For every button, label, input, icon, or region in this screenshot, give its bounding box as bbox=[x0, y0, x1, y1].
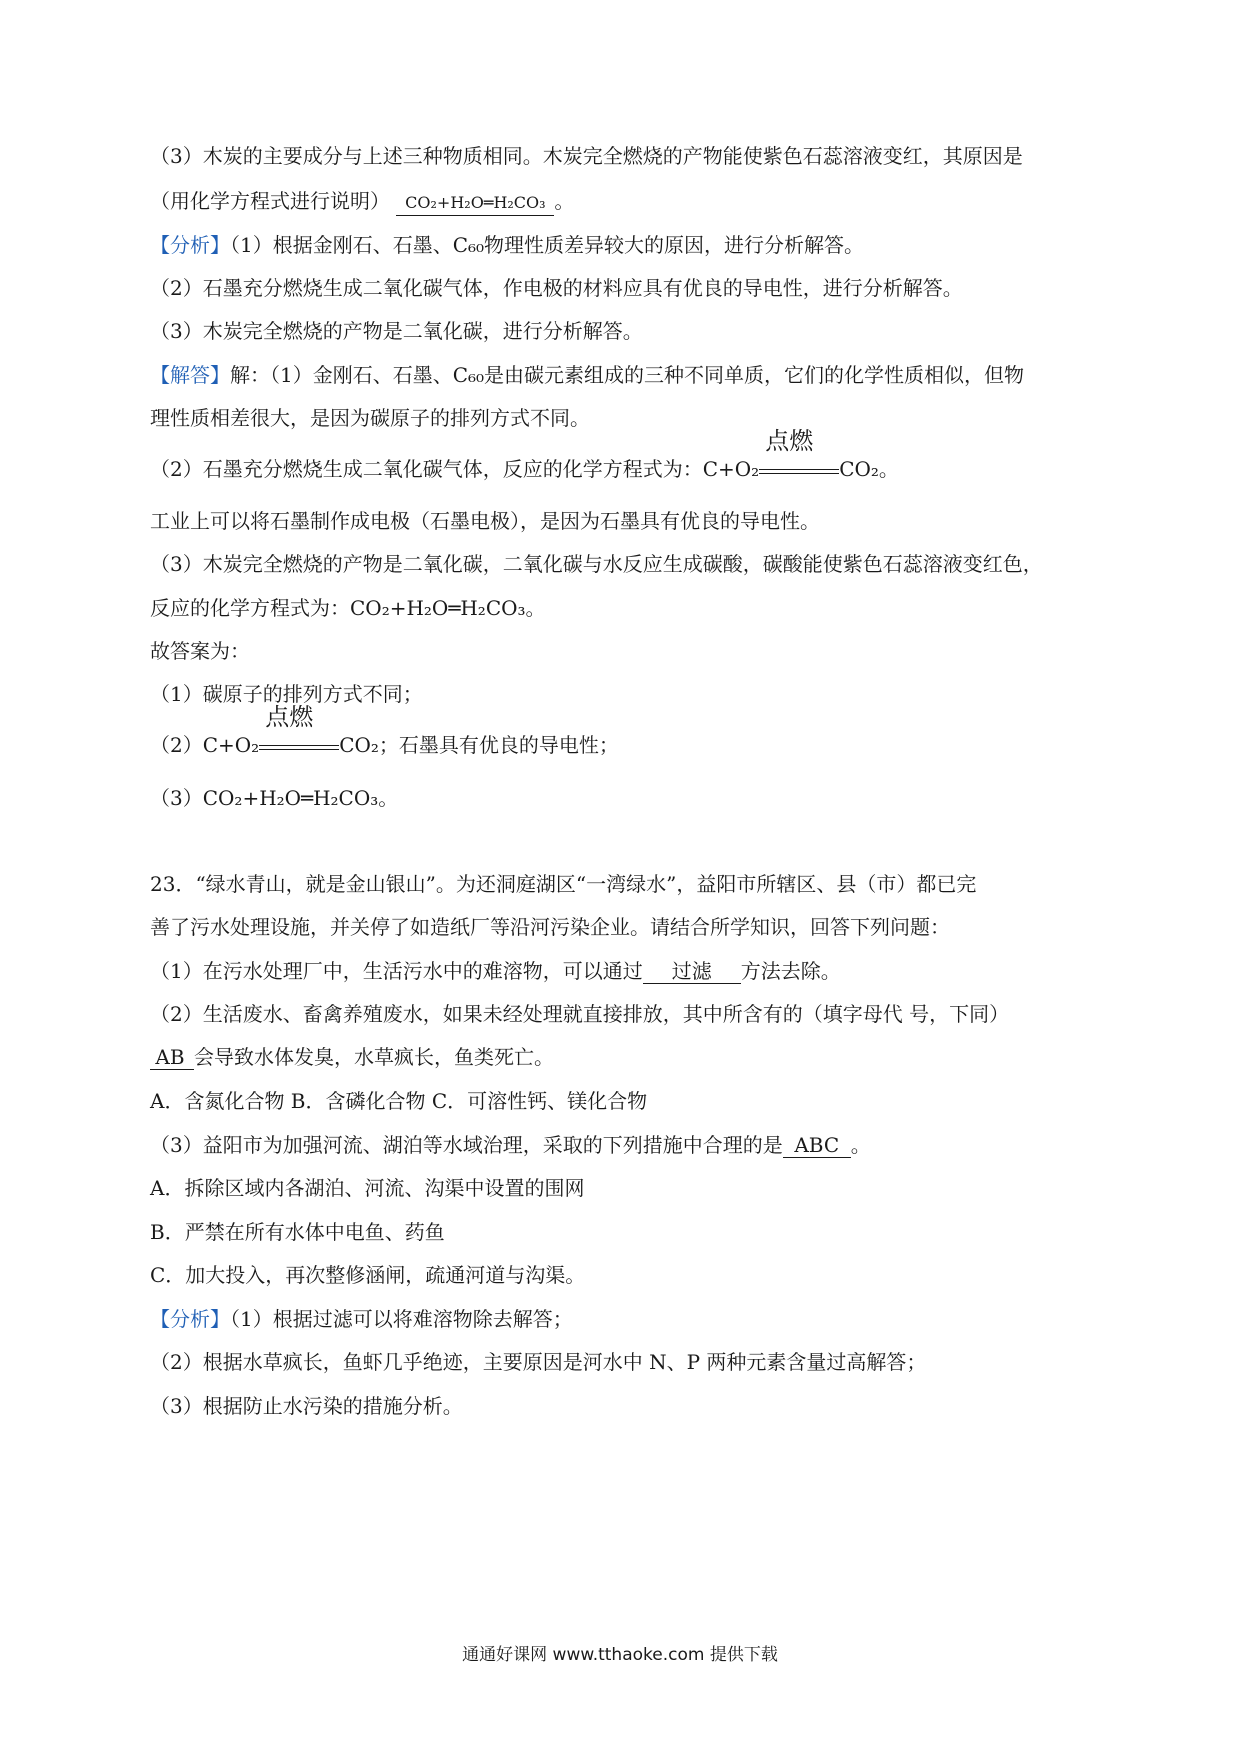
equation-right: CO₂；石墨具有优良的导电性； bbox=[339, 733, 619, 757]
analysis-line1 bbox=[150, 231, 864, 259]
period: 。 bbox=[850, 1133, 871, 1157]
q23-part3 bbox=[150, 1131, 871, 1159]
page-footer: 通通好课网 www.tthaoke.com 提供下载 bbox=[462, 1645, 778, 1665]
answer-blank: AB bbox=[150, 1045, 194, 1070]
answer-blank: 过滤 bbox=[643, 959, 741, 984]
q22-part3-prompt: （用化学方程式进行说明） bbox=[150, 189, 390, 213]
equation-left: （2）C+O₂ bbox=[150, 733, 260, 757]
q23-part2-options: A．含氮化合物 B．含磷化合物 C．可溶性钙、镁化合物 bbox=[150, 1089, 648, 1113]
solution-text: 解：（1）金刚石、石墨、C₆₀是由碳元素组成的三种不同单质，它们的化学性质相似，但物 bbox=[230, 363, 1025, 387]
solution-line8: （1）碳原子的排列方式不同； bbox=[150, 682, 423, 706]
q23-option-a: A．拆除区域内各湖泊、河流、沟渠中设置的围网 bbox=[150, 1176, 585, 1200]
q23-part2-suffix: 会导致水体发臭，水草疯长，鱼类死亡。 bbox=[194, 1045, 554, 1069]
analysis-line3: （3）木炭完全燃烧的产物是二氧化碳，进行分析解答。 bbox=[150, 319, 643, 343]
solution-tag: 【解答】 bbox=[150, 363, 230, 387]
solution-line10: （3）CO₂+H₂O═H₂CO₃。 bbox=[150, 786, 399, 810]
solution-line6: 反应的化学方程式为：CO₂+H₂O═H₂CO₃。 bbox=[150, 596, 546, 620]
analysis-text: （1）根据金刚石、石墨、C₆₀物理性质差异较大的原因，进行分析解答。 bbox=[230, 233, 865, 257]
analysis-tag: 【分析】 bbox=[150, 1307, 230, 1331]
analysis23-line1 bbox=[150, 1305, 573, 1333]
solution-line7: 故答案为： bbox=[150, 639, 250, 663]
q23-part1-suffix: 方法去除。 bbox=[740, 959, 841, 983]
q23-part1 bbox=[150, 957, 841, 985]
equation-left: （2）石墨充分燃烧生成二氧化碳气体，反应的化学方程式为：C+O₂ bbox=[150, 457, 760, 481]
q23-part2-line1: （2）生活废水、畜禽养殖废水，如果未经处理就直接排放，其中所含有的（填字母代 号，下同） bbox=[150, 1002, 1010, 1026]
q23-option-c: C．加大投入，再次整修涵闸，疏通河道与沟渠。 bbox=[150, 1263, 586, 1287]
solution-line5: （3）木炭完全燃烧的产物是二氧化碳，二氧化碳与水反应生成碳酸，碳酸能使紫色石蕊溶液变红色， bbox=[150, 552, 1043, 576]
equation-right: CO₂。 bbox=[839, 457, 899, 481]
condition-text: 点燃 bbox=[765, 426, 814, 455]
analysis-text: （1）根据过滤可以将难溶物除去解答； bbox=[230, 1307, 573, 1331]
period: 。 bbox=[554, 189, 575, 213]
q22-part3-line1: （3）木炭的主要成分与上述三种物质相同。木炭完全燃烧的产物能使紫色石蕊溶液变红，其原因是 bbox=[150, 144, 1023, 168]
analysis23-line2: （2）根据水草疯长，鱼虾几乎绝迹，主要原因是河水中 N、P 两种元素含量过高解答； bbox=[150, 1350, 927, 1374]
answer-blank: CO₂+H₂O═H₂CO₃ bbox=[396, 191, 554, 216]
solution-line2: 理性质相差很大，是因为碳原子的排列方式不同。 bbox=[150, 406, 590, 430]
q23-stem-line2: 善了污水处理设施，并关停了如造纸厂等沿河污染企业。请结合所学知识，回答下列问题： bbox=[150, 915, 950, 939]
analysis-tag: 【分析】 bbox=[150, 233, 230, 257]
q23-part1-prompt: （1）在污水处理厂中，生活污水中的难溶物，可以通过 bbox=[150, 959, 643, 983]
q23-part2-line2 bbox=[150, 1043, 554, 1071]
condition-text: 点燃 bbox=[265, 702, 314, 731]
analysis23-line3: （3）根据防止水污染的措施分析。 bbox=[150, 1394, 463, 1418]
solution-line1 bbox=[150, 361, 1024, 389]
reaction-condition bbox=[259, 702, 339, 761]
solution-line4: 工业上可以将石墨制作成电极（石墨电极），是因为石墨具有优良的导电性。 bbox=[150, 509, 820, 533]
q23-stem-line1: 23．“绿水青山，就是金山银山”。为还洞庭湖区“一湾绿水”，益阳市所辖区、县（市）都已完 bbox=[150, 872, 977, 896]
reaction-condition bbox=[759, 426, 839, 485]
solution-line3 bbox=[150, 426, 899, 485]
q22-part3-line2 bbox=[150, 187, 574, 216]
q23-part3-prompt: （3）益阳市为加强河流、湖泊等水域治理，采取的下列措施中合理的是 bbox=[150, 1133, 783, 1157]
q23-option-b: B．严禁在所有水体中电鱼、药鱼 bbox=[150, 1220, 445, 1244]
analysis-line2: （2）石墨充分燃烧生成二氧化碳气体，作电极的材料应具有优良的导电性，进行分析解答。 bbox=[150, 276, 963, 300]
answer-blank: ABC bbox=[783, 1133, 851, 1158]
solution-line9 bbox=[150, 702, 619, 761]
